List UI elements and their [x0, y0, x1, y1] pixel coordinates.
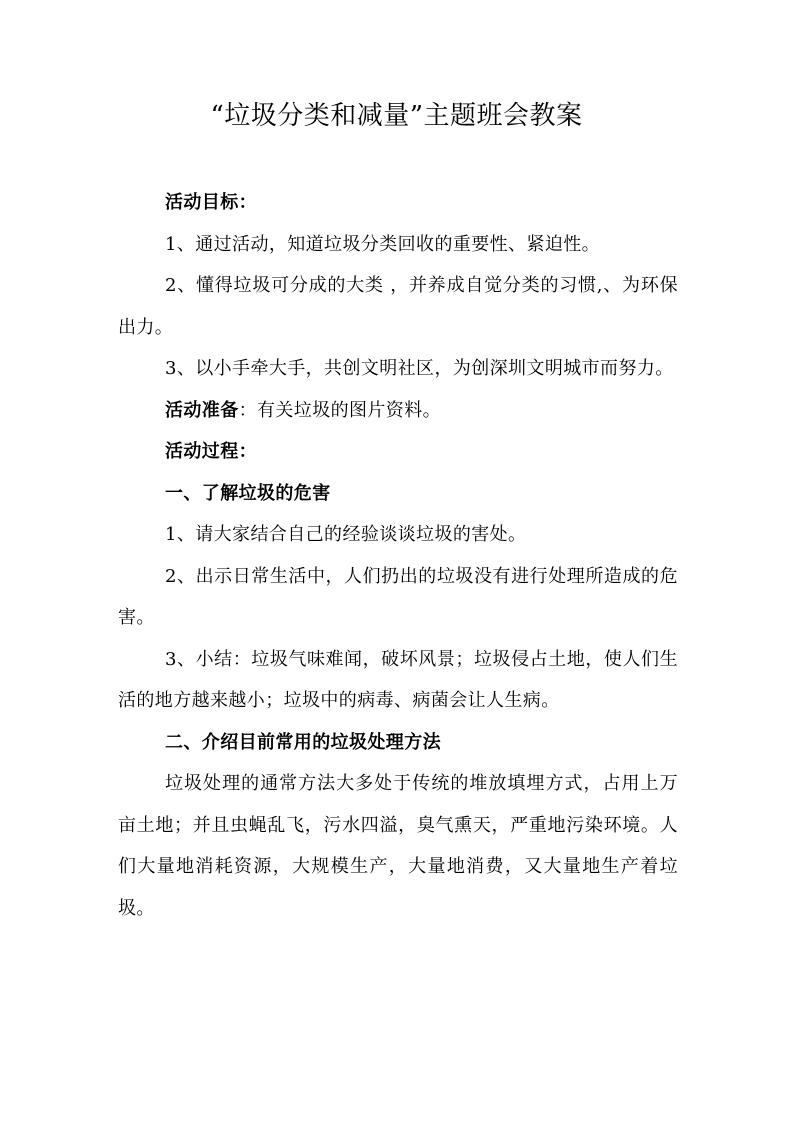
section1-heading: 一、了解垃圾的危害 — [165, 482, 331, 504]
document-title: “垃圾分类和减量”主题班会教案 — [210, 101, 583, 131]
section1-item-1: 1、请大家结合自己的经验谈谈垃圾的害处。 — [165, 524, 527, 545]
section1-item-3: 3、小结：垃圾气味难闻，破坏风景；垃圾侵占土地，使人们生活的地方越来越小；垃圾中的病毒、病菌会让人生病。 — [118, 648, 678, 711]
objective-item-1: 1、通过活动，知道垃圾分类回收的重要性、紧迫性。 — [165, 233, 601, 255]
objectives-heading: 活动目标： — [165, 192, 257, 213]
document-body — [118, 182, 678, 929]
objective-item-2: 2、懂得垃圾可分成的大类 ，并养成自觉分类的习惯,、为环保出力。 — [118, 275, 678, 338]
preparation-text: ：有关垃圾的图片资料。 — [238, 399, 442, 421]
section2-paragraph: 垃圾处理的通常方法大多处于传统的堆放填埋方式，占用上万亩土地；并且虫蝇乱飞，污水四溢，臭气熏天，严重地污染环境。人们大量地消耗资源，大规模生产，大量地消费，又大量地生产着垃圾。 — [118, 773, 678, 919]
section2-heading: 二、介绍目前常用的垃圾处理方法 — [165, 731, 441, 753]
preparation-paragraph — [118, 390, 678, 432]
preparation-label: 活动准备 — [165, 399, 239, 421]
section1-item-2: 2、出示日常生活中，人们扔出的垃圾没有进行处理所造成的危害。 — [118, 565, 678, 628]
process-heading: 活动过程： — [165, 441, 257, 462]
objective-item-3: 3、以小手牵大手，共创文明社区，为创深圳文明城市而努力。 — [165, 358, 674, 379]
